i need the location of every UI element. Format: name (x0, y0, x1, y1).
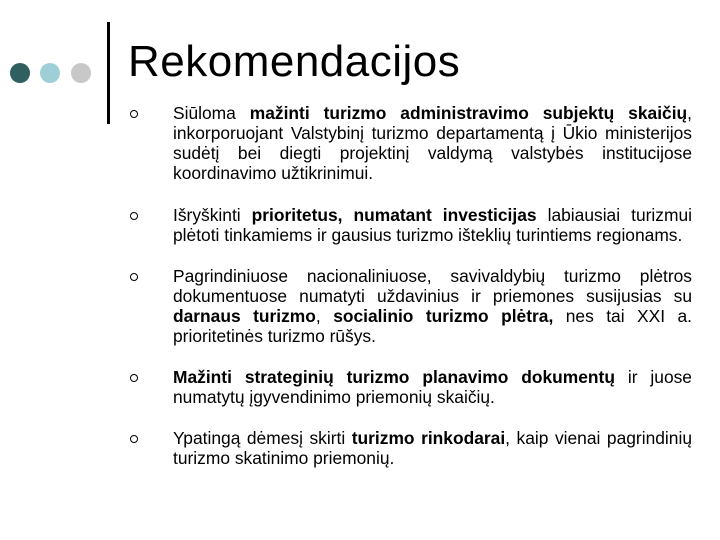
circle-bullet-icon (130, 435, 138, 443)
decorative-dot-light (40, 63, 60, 83)
text-run: nes tai XXI a. prioritetinės turizmo rūšys. (173, 306, 693, 346)
bullet-text (173, 367, 692, 407)
bold-phrase: mažinti turizmo administravimo subjektų skaičių (249, 103, 688, 123)
text-run: Pagrindiniuose nacionaliniuose, savivaldybių turizmo plėtros dokumentuose numatyti uždavinius ir priemones susijusias su (173, 266, 692, 306)
bullet-text (173, 205, 692, 245)
bold-phrase: socialinio turizmo plėtra, (333, 306, 554, 326)
bullet-item (130, 266, 692, 346)
bullet-list (130, 103, 692, 468)
text-run: ir juose numatytų įgyvendinimo priemonių skaičių. (173, 367, 692, 407)
bold-phrase: darnaus turizmo (173, 306, 316, 326)
text-run: Siūloma (173, 103, 250, 123)
circle-bullet-icon (130, 212, 138, 220)
bold-phrase: prioritetus, numatant investicijas (251, 205, 537, 225)
text-run: Ypatingą dėmesį skirti (173, 428, 352, 448)
bold-phrase: Mažinti strateginių turizmo planavimo dokumentų (173, 367, 615, 387)
bullet-item (130, 205, 692, 245)
title-divider-line (107, 22, 110, 124)
text-run: , kaip vienai pagrindinių turizmo skatinimo priemonių. (173, 428, 692, 468)
decorative-dot-gray (71, 63, 91, 83)
bullet-text (173, 428, 692, 468)
circle-bullet-icon (130, 110, 138, 118)
bullet-item (130, 367, 692, 407)
bullet-text (173, 103, 692, 183)
circle-bullet-icon (130, 273, 138, 281)
text-run: , (315, 306, 334, 326)
text-run: Išryškinti (173, 205, 252, 225)
decorative-dot-dark (10, 63, 30, 83)
slide-title: Rekomendacijos (128, 37, 461, 86)
bold-phrase: turizmo rinkodarai (351, 428, 506, 448)
bullet-item (130, 103, 692, 183)
bullet-text (173, 266, 692, 346)
bullet-item (130, 428, 692, 468)
text-run: , inkorporuojant Valstybinį turizmo departamentą į Ūkio ministerijos sudėtį bei diegti projektinį valdymą valstybės institucijose koordinavimo užtikrinimui. (173, 103, 692, 183)
text-run: labiausiai turizmui plėtoti tinkamiems ir gausius turizmo išteklių turintiems regionams. (173, 205, 692, 245)
circle-bullet-icon (130, 374, 138, 382)
